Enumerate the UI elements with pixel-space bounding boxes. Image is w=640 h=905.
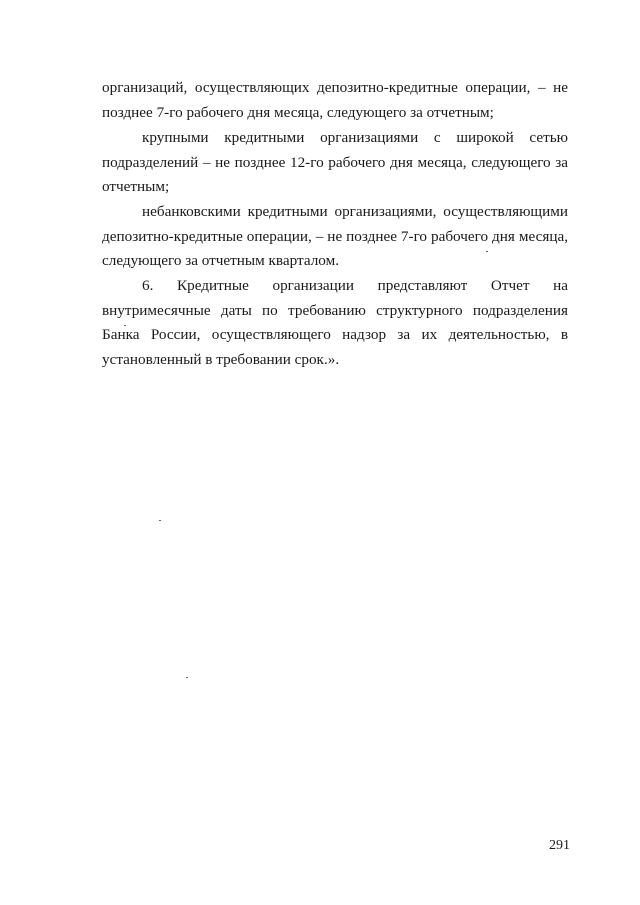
paragraph-continuation: организаций, осуществляющих депозитно-кредитные операции, – не позднее 7-го рабочего дня месяца, следующего за отчетным; (102, 79, 568, 121)
scan-speck (159, 520, 161, 521)
paragraph-item-6: 6. Кредитные организации представляют Отчет на внутримесячные даты по требованию структурного подразделения Банка России, осуществляющего надзор за их деятельностью, в установленный в требовании срок.». (102, 277, 568, 368)
page-number: 291 (549, 838, 570, 853)
scan-speck (486, 251, 488, 252)
paragraph-large-credit-orgs: крупными кредитными организациями с широкой сетью подразделений – не позднее 12-го рабочего дня месяца, следующего за отчетным; (102, 129, 568, 196)
scan-speck (124, 325, 126, 326)
scan-speck (186, 677, 188, 678)
paragraph-nonbank-credit-orgs: небанковскими кредитными организациями, осуществляющими депозитно-кредитные операции, – не позднее 7-го рабочего дня месяца, следующего за отчетным кварталом. (102, 203, 568, 270)
